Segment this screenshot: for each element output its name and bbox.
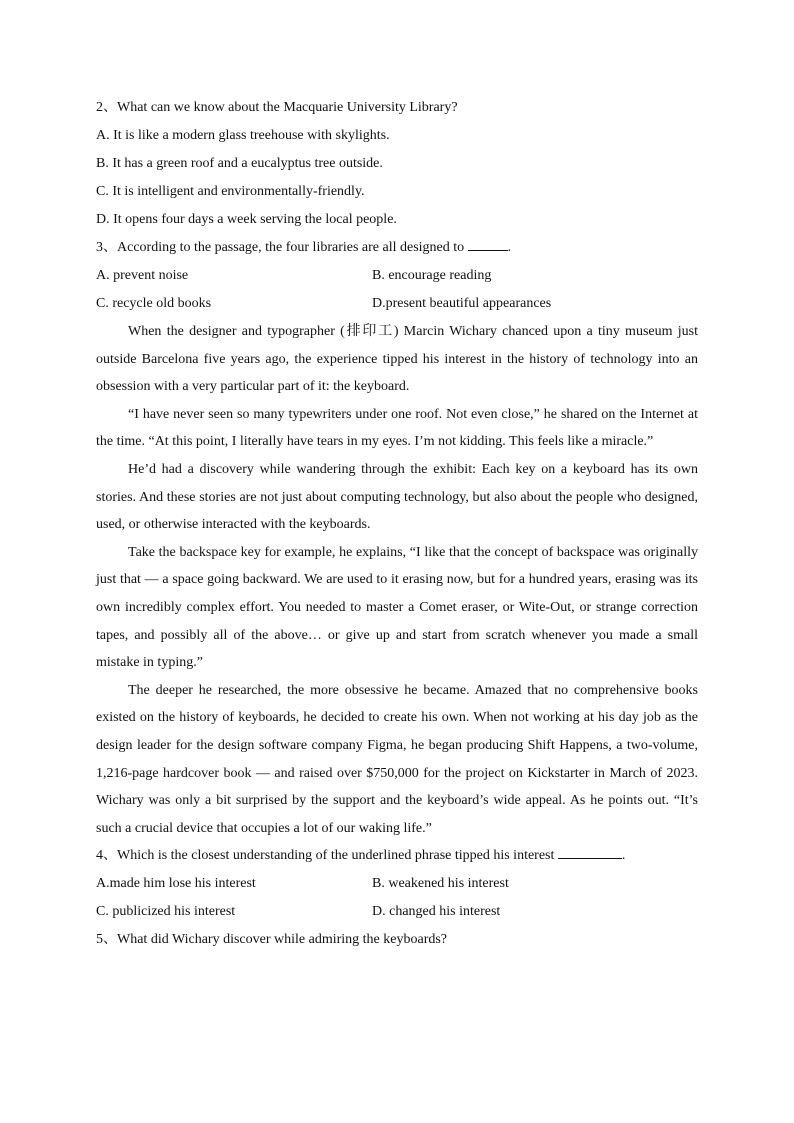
question-2-option-b: B. It has a green roof and a eucalyptus tree outside. (96, 156, 383, 171)
passage-paragraph-5: The deeper he researched, the more obsessive he became. Amazed that no comprehensive books existed on the history of keyboards, he decided to create his own. When not working at his day job as the design leader for the design software company Figma, he began producing Shift Happens, a two-volume, 1,216-page hardcover book — and raised over $750,000 for the project on Kickstarter in March of 2023. Wichary was only a bit surprised by the support and the keyboard’s wide appeal. As he points out. “It’s such a crucial device that occupies a lot of our waking life.” (96, 682, 698, 836)
underlined-phrase: tipped his interest (382, 351, 486, 367)
question-4-options-row-2 (96, 898, 698, 926)
question-5-text: 5、What did Wichary discover while admiring the keyboards? (96, 932, 448, 948)
question-4-options-row-1 (96, 870, 698, 898)
passage-paragraph-1-start: When the designer and typographer (排印工) Marcin Wichary chanced upon a tiny museum just outside Barcelona five years ago, the experience (96, 324, 698, 367)
question-4-option-b: B. weakened his interest (372, 876, 509, 892)
question-2-option-d: D. It opens four days a week serving the local people. (96, 212, 397, 227)
question-3-options-row-1 (96, 262, 698, 290)
question-3-options-row-2 (96, 290, 698, 318)
question-3-option-a: A. prevent noise (96, 268, 189, 283)
question-3-end: . (507, 240, 512, 255)
question-4-stem (96, 842, 698, 870)
passage-paragraph-2: “I have never seen so many typewriters under one roof. Not even close,” he shared on the Internet at the time. “At this point, I literally have tears in my eyes. I’m not kidding. This feels like a miracle.” (96, 406, 698, 450)
question-3-option-b: B. encourage reading (372, 268, 492, 283)
answer-blank (558, 844, 622, 859)
question-2-text: 2、What can we know about the Macquarie University Library? (96, 100, 458, 115)
question-3-option-c: C. recycle old books (96, 296, 212, 311)
question-4-option-c: C. publicized his interest (96, 904, 236, 920)
passage-paragraph-1-end: in the history of technology into an obsession with a very particular part of it: the keyboard. (96, 351, 698, 395)
question-3-option-d: D.present beautiful appearances (372, 296, 552, 311)
exam-page (96, 94, 698, 954)
question-2-option-a: A. It is like a modern glass treehouse with skylights. (96, 128, 390, 143)
question-2-option-c: C. It is intelligent and environmentally-friendly. (96, 184, 365, 199)
passage-paragraph-3: He’d had a discovery while wandering through the exhibit: Each key on a keyboard has its own stories. And these stories are not just about computing technology, but also about the people who designed, used, or otherwise interacted with the keyboards. (96, 461, 698, 533)
question-4-option-a: A.made him lose his interest (96, 876, 256, 892)
question-4-text: 4、Which is the closest understanding of the underlined phrase tipped his interest (96, 848, 555, 864)
question-3-text: 3、According to the passage, the four libraries are all designed to (96, 240, 465, 255)
question-2-stem (96, 94, 698, 122)
question-4-end: . (621, 848, 626, 864)
question-5-stem (96, 926, 698, 954)
answer-blank (468, 236, 508, 251)
passage-paragraph-4: Take the backspace key for example, he explains, “I like that the concept of backspace was originally just that — a space going backward. We are used to it erasing now, but for a hundred years, erasing was its own incredibly complex effort. You needed to master a Comet eraser, or Wite-Out, or strange correction tapes, and possibly all of the above… or give up and start from scratch whenever you made a small mistake in typing.” (96, 544, 698, 671)
question-4-option-d: D. changed his interest (372, 904, 501, 920)
question-3-stem (96, 234, 698, 262)
passage-paragraph-1 (96, 318, 698, 401)
